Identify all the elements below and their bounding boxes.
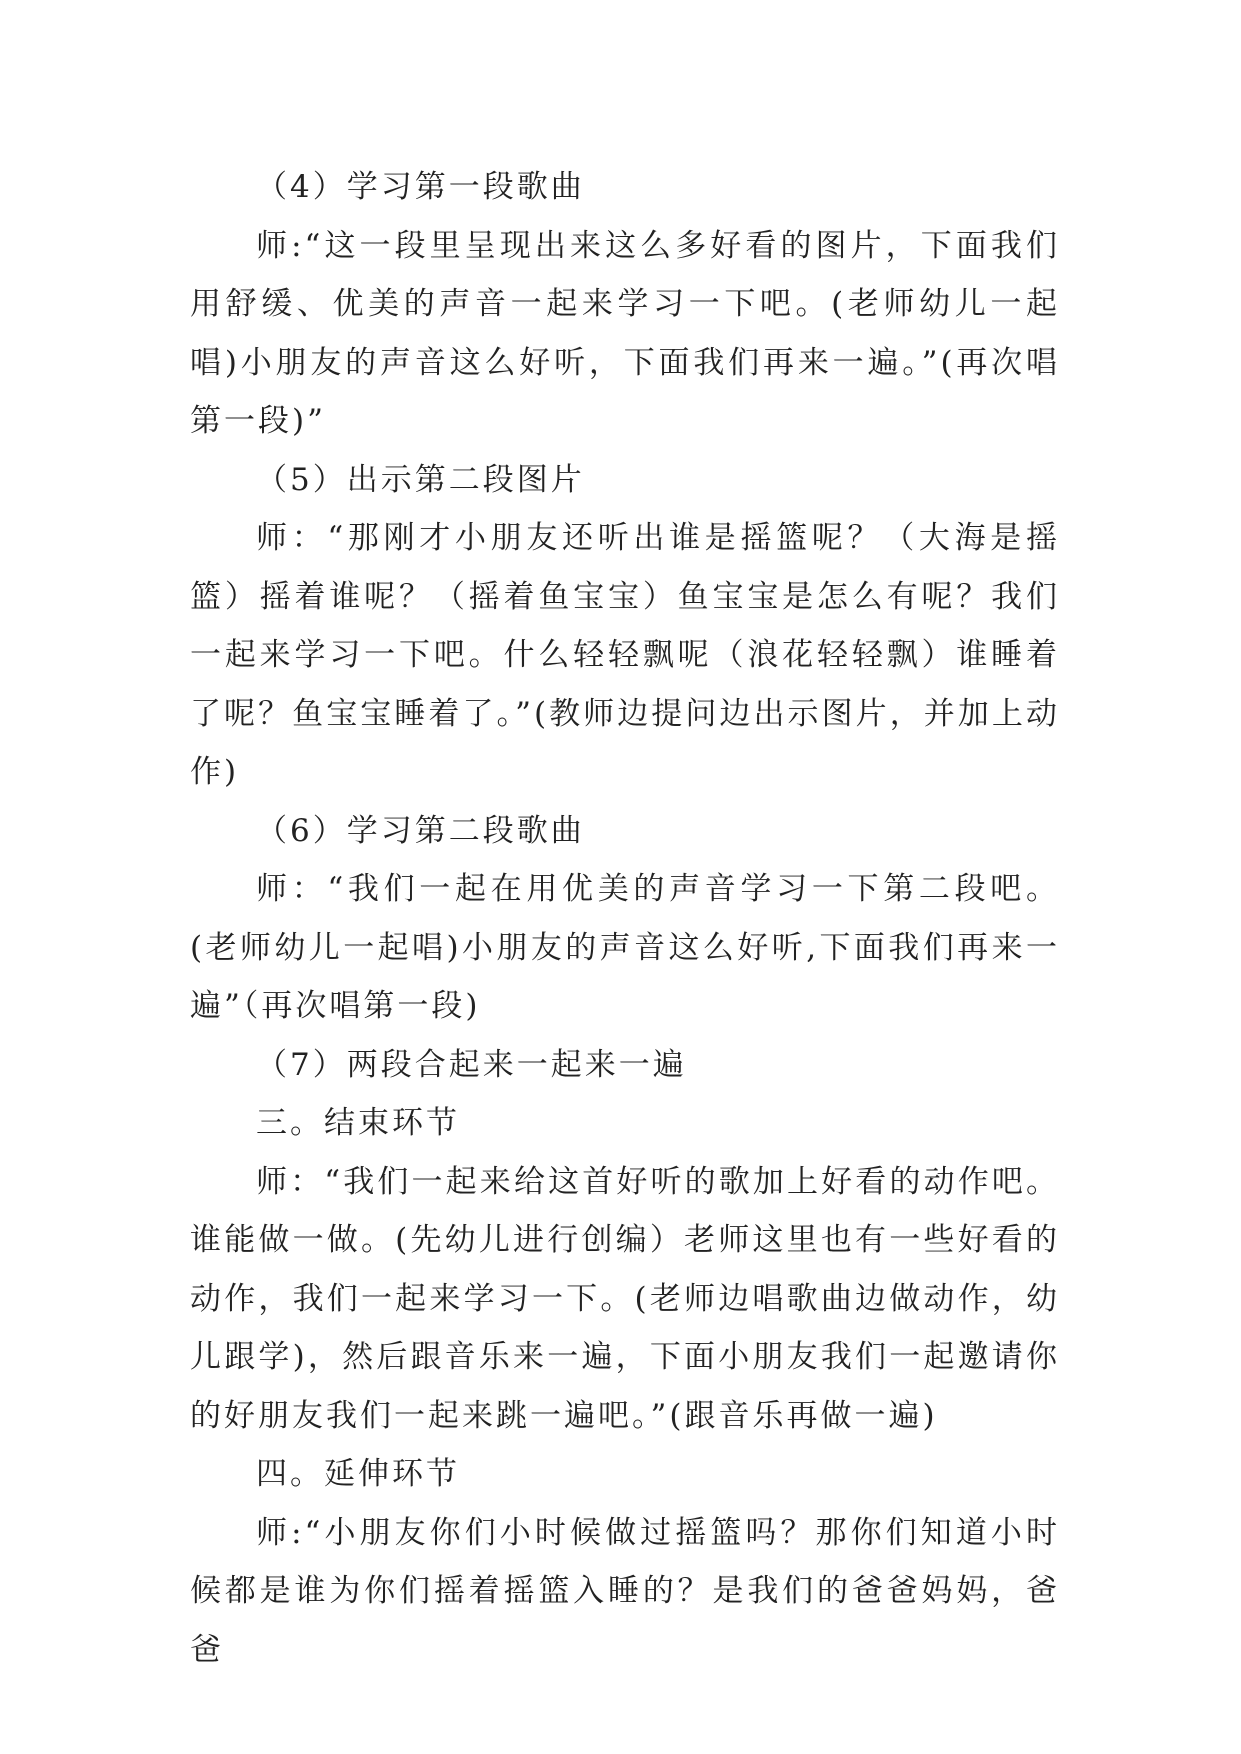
paragraph-teacher-speech-4: 师：“我们一起来给这首好听的歌加上好看的动作吧。谁能做一做。(先幼儿进行创编）老师这里也有一些好看的动作，我们一起来学习一下。(老师边唱歌曲边做动作，幼儿跟学)，然后跟音乐来一遍，下面小朋友我们一起邀请你的好朋友我们一起来跳一遍吧。”(跟音乐再做一遍) bbox=[190, 1163, 1060, 1434]
heading-step-5: （5）出示第二段图片 bbox=[256, 461, 585, 498]
paragraph-teacher-speech-2: 师：“那刚才小朋友还听出谁是摇篮呢？（大海是摇篮）摇着谁呢？（摇着鱼宝宝）鱼宝宝是怎么有呢？我们一起来学习一下吧。什么轻轻飘呢（浪花轻轻飘）谁睡着了呢？鱼宝宝睡着了。”(教师边提问边出示图片，并加上动作) bbox=[190, 520, 1060, 790]
section-heading-closing: 三。结束环节 bbox=[256, 1105, 460, 1141]
heading-step-7: （7）两段合起来一起来一遍 bbox=[256, 1046, 687, 1083]
heading-step-4: （4）学习第一段歌曲 bbox=[256, 169, 585, 205]
heading-step-6: （6）学习第二段歌曲 bbox=[256, 812, 585, 849]
document-body bbox=[190, 158, 1060, 1679]
paragraph-teacher-speech-5: 师:“小朋友你们小时候做过摇篮吗？那你们知道小时候都是谁为你们摇着摇篮入睡的？是我们的爸爸妈妈，爸爸 bbox=[190, 1514, 1060, 1668]
paragraph-teacher-speech-1: 师:“这一段里呈现出来这么多好看的图片，下面我们用舒缓、优美的声音一起来学习一下吧。(老师幼儿一起唱)小朋友的声音这么好听，下面我们再来一遍。”(再次唱第一段)” bbox=[190, 227, 1060, 439]
paragraph-teacher-speech-3: 师：“我们一起在用优美的声音学习一下第二段吧。(老师幼儿一起唱)小朋友的声音这么好听,下面我们再来一遍”（再次唱第一段) bbox=[190, 871, 1060, 1024]
section-heading-extension: 四。延伸环节 bbox=[256, 1456, 460, 1492]
